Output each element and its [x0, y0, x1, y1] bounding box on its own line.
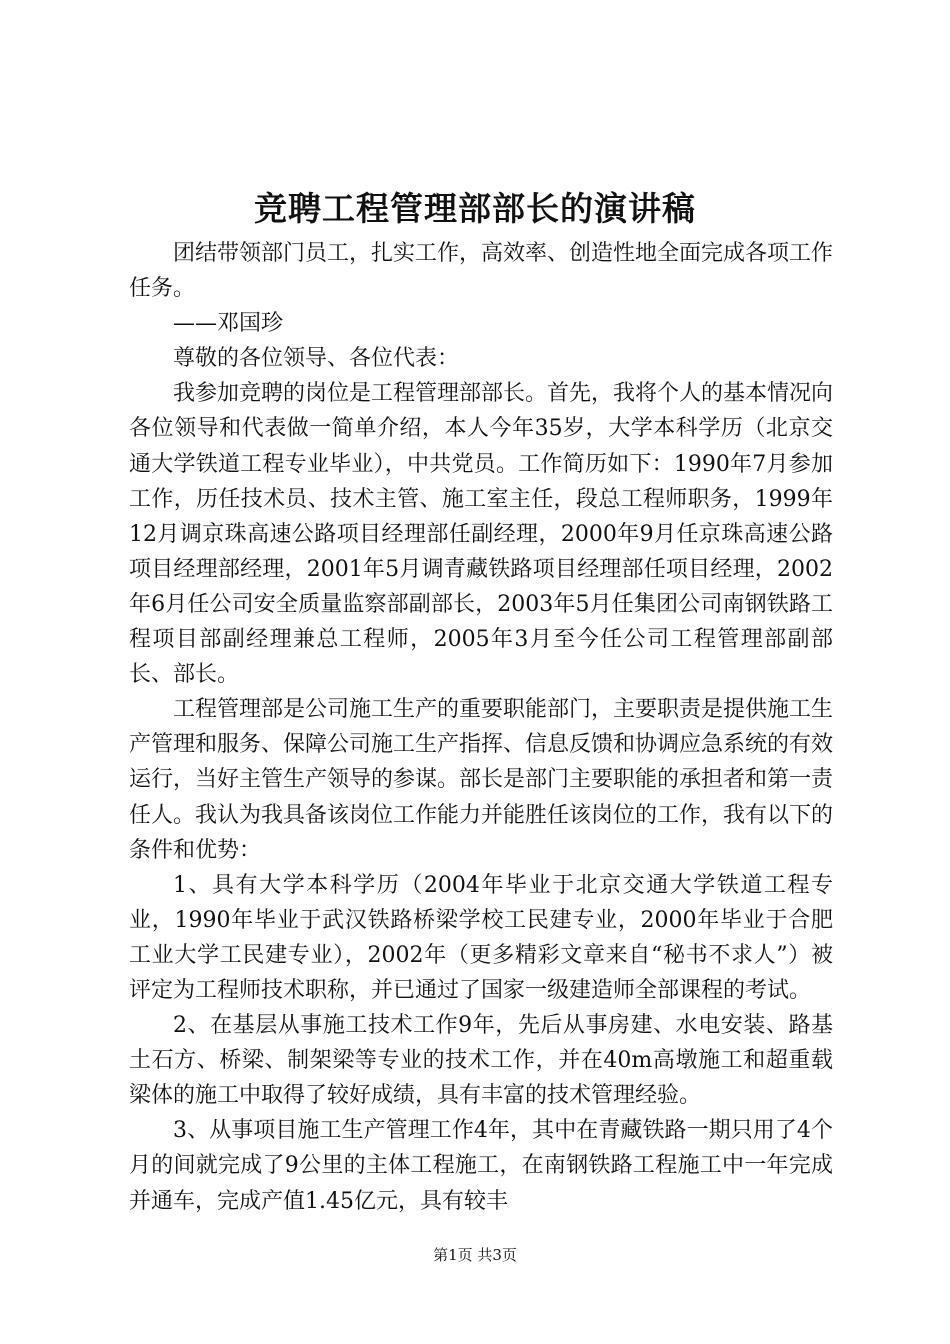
paragraph-point-1: 1、具有大学本科学历（2004年毕业于北京交通大学铁道工程专业，1990年毕业于武汉铁路桥梁学校工民建专业，2000年毕业于合肥工业大学工民建专业），2002年（更多精彩文章来自“秘书不求人”）被评定为工程师技术职称，并已通过了国家一级建造师全部课程的考试。 — [129, 872, 833, 1003]
paragraph-point-2: 2、在基层从事施工技术工作9年，先后从事房建、水电安装、路基土石方、桥梁、制架梁等专业的技术工作，并在40m高墩施工和超重载梁体的施工中取得了较好成绩，具有丰富的技术管理经验。 — [129, 1013, 833, 1109]
paragraph-point-3: 3、从事项目施工生产管理工作4年，其中在青藏铁路一期只用了4个月的间就完成了9公里的主体工程施工，在南钢铁路工程施工中一年完成并通车，完成产值1.45亿元，具有较丰 — [129, 1118, 833, 1214]
paragraph-salutation: 尊敬的各位领导、各位代表： — [173, 346, 460, 372]
paragraph-motto: 团结带领部门员工，扎实工作，高效率、创造性地全面完成各项工作任务。 — [129, 241, 834, 302]
paragraph-author: ——邓国珍 — [173, 311, 284, 337]
paragraph-introduction: 我参加竞聘的岗位是工程管理部部长。首先，我将个人的基本情况向各位领导和代表做一简单介绍，本人今年35岁，大学本科学历（北京交通大学铁道工程专业毕业），中共党员。工作简历如下：1990年7月参加工作，历任技术员、技术主管、施工室主任，段总工程师职务，1999年12月调京珠高速公路项目经理部任副经理，2000年9月任京珠高速公路项目经理部经理，2001年5月调青藏铁路项目经理部任项目经理，2002年6月任公司安全质量监察部副部长，2003年5月任集团公司南钢铁路工程项目部副经理兼总工程师，2005年3月至今任公司工程管理部副部长、部长。 — [129, 381, 834, 688]
document-body — [129, 236, 833, 1219]
document-title: 竞聘工程管理部部长的演讲稿 — [254, 189, 696, 228]
paragraph-department-role: 工程管理部是公司施工生产的重要职能部门，主要职责是提供施工生产管理和服务、保障公司施工生产指挥、信息反馈和协调应急系统的有效运行，当好主管生产领导的参谋。部长是部门主要职能的承担者和第一责任人。我认为我具备该岗位工作能力并能胜任该岗位的工作，我有以下的条件和优势： — [129, 697, 834, 863]
page-footer: 第1页 共3页 — [433, 1246, 517, 1264]
